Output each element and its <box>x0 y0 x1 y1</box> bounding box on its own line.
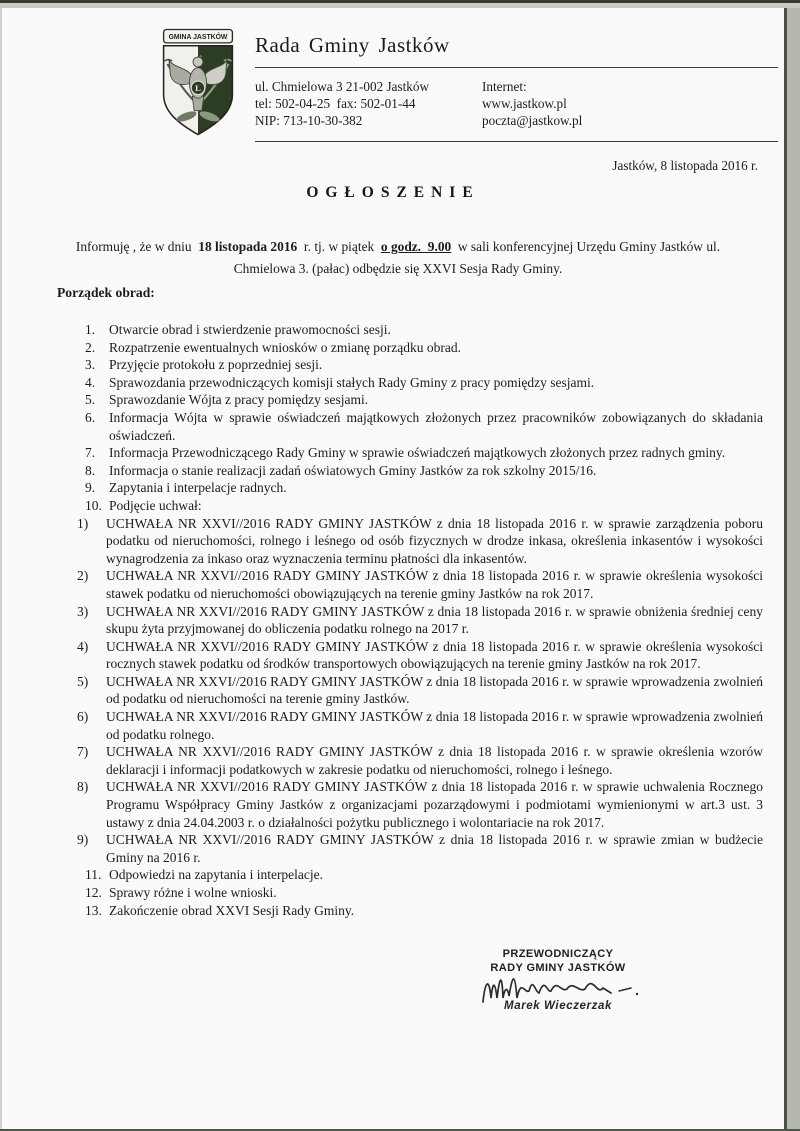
agenda-item <box>85 356 763 374</box>
resolution-item-text: UCHWAŁA NR XXVI//2016 RADY GMINY JASTKÓW z dnia 18 listopada 2016 r. w sprawie zmian w budżecie Gminy na 2016 r. <box>106 832 763 865</box>
resolution-item-text: UCHWAŁA NR XXVI//2016 RADY GMINY JASTKÓW z dnia 18 listopada 2016 r. w sprawie zarządzenia poboru podatku od nieruchomości, rolnego i leśnego od osób fizycznych w drodze inkasa, określenia inkasentów i wysokości wynagrodzenia za inkaso oraz wyznaczenia terminu płatności dla inkasentów. <box>106 515 763 566</box>
agenda-item-number: 7. <box>85 445 96 461</box>
agenda-item-number: 13. <box>85 902 102 918</box>
resolution-item-text: UCHWAŁA NR XXVI//2016 RADY GMINY JASTKÓW z dnia 18 listopada 2016 r. w sprawie wprowadzenia zwolnień od podatku rolnego. <box>106 709 763 742</box>
intro-text: r. tj. w piątek <box>297 239 381 254</box>
agenda-item <box>85 444 763 462</box>
intro-time-bold-underline: o godz. 9.00 <box>380 239 452 254</box>
resolution-item-text: UCHWAŁA NR XXVI//2016 RADY GMINY JASTKÓW z dnia 18 listopada 2016 r. w sprawie uchwalenia Rocznego Programu Współpracy Gminy Jastków z organizacjami pozarządowymi i podmiotami wymienionymi w art.3 ust. 3 ustawy z dnia 24.04.2003 r. o działalności pożytku publicznego i wolontariacie na rok 2017. <box>106 779 763 830</box>
agenda-item <box>85 462 763 480</box>
agenda-item-text: Przyjęcie protokołu z poprzedniej sesji. <box>109 357 323 373</box>
agenda-item-number: 6. <box>85 409 96 425</box>
address-block <box>255 79 482 129</box>
agenda-item-number: 4. <box>85 374 96 390</box>
resolution-item <box>77 708 763 743</box>
agenda-heading: Porządek obrad: <box>57 285 155 300</box>
resolution-item <box>77 831 763 866</box>
agenda-item-text: Otwarcie obrad i stwierdzenie prawomocności sesji. <box>109 322 391 337</box>
agenda-item-number: 1. <box>85 322 96 337</box>
agenda-item <box>85 884 763 902</box>
document-title: OGŁOSZENIE <box>306 184 480 201</box>
resolution-item-number: 7) <box>77 744 89 760</box>
internet-block <box>482 79 778 129</box>
resolution-item <box>77 638 763 673</box>
signatory-title-line2: RADY GMINY JASTKÓW <box>490 961 626 974</box>
agenda-item-number: 3. <box>85 357 96 373</box>
signature-block <box>460 948 656 1012</box>
resolution-item-number: 9) <box>77 832 89 848</box>
agenda-item-text: Sprawy różne i wolne wnioski. <box>109 885 277 900</box>
agenda-item <box>85 902 763 920</box>
resolution-item-number: 5) <box>77 673 89 689</box>
resolution-item-number: 6) <box>77 709 89 725</box>
agenda-item-text: Sprawozdanie Wójta z pracy pomiędzy sesjami. <box>109 392 369 408</box>
agenda-item-number: 9. <box>85 480 96 496</box>
agenda-item <box>85 866 763 884</box>
agenda-item <box>85 374 763 392</box>
signatory-title-line1: PRZEWODNICZĄCY <box>502 948 614 960</box>
intro-paragraph <box>66 236 730 279</box>
resolution-item-text: UCHWAŁA NR XXVI//2016 RADY GMINY JASTKÓW z dnia 18 listopada 2016 r. w sprawie obniżenia średniej ceny skupu żyta przyjmowanej do obliczenia podatku rolnego na 2017 r. <box>106 603 763 637</box>
handwritten-signature <box>473 966 643 1012</box>
agenda-item-text: Podjęcie uchwał: <box>109 497 202 513</box>
signatory-name: Marek Wieczerzak <box>504 1000 612 1012</box>
agenda-item <box>85 339 763 357</box>
agenda-item <box>85 479 763 497</box>
agenda-item-number: 12. <box>85 885 102 900</box>
resolution-item <box>77 743 763 778</box>
resolution-item-text: UCHWAŁA NR XXVI//2016 RADY GMINY JASTKÓW z dnia 18 listopada 2016 r. w sprawie określenia wzorów deklaracji i informacji podatkowych w zakresie podatku od nieruchomości, rolnego i leśnego. <box>106 744 763 777</box>
agenda-item-number: 11. <box>85 867 102 883</box>
scan-edge-top-light <box>0 3 800 8</box>
agenda-item-number: 8. <box>85 462 96 478</box>
resolution-item-number: 2) <box>77 568 89 584</box>
agenda-item-text: Odpowiedzi na zapytania i interpelacje. <box>109 867 324 883</box>
resolution-item-text: UCHWAŁA NR XXVI//2016 RADY GMINY JASTKÓW z dnia 18 listopada 2016 r. w sprawie określenia wysokości stawek podatku od nieruchomości obowiązujących na terenie gminy Jastków na rok 2017. <box>106 568 763 601</box>
scan-edge-right-line <box>784 0 787 1131</box>
internet-label: Internet: <box>482 79 527 94</box>
email-address: poczta@jastkow.pl <box>482 112 583 128</box>
gmina-jastkow-coat-of-arms-icon <box>155 27 241 139</box>
resolution-item <box>77 778 763 831</box>
resolution-item <box>77 603 763 638</box>
agenda-item-text: Sprawozdania przewodniczących komisji stałych Rady Gminy z pracy pomiędzy sesjami. <box>109 374 595 390</box>
resolution-item <box>77 673 763 708</box>
agenda-item-number: 10. <box>85 497 102 513</box>
resolution-item-number: 8) <box>77 779 89 795</box>
svg-text:GMINA JASTKÓW: GMINA JASTKÓW <box>168 34 228 42</box>
letterhead <box>155 27 778 142</box>
agenda-item-text: Zapytania i interpelacje radnych. <box>109 480 287 496</box>
resolution-item-number: 4) <box>77 638 89 654</box>
resolution-item <box>77 515 763 568</box>
website-url: www.jastkow.pl <box>482 95 567 111</box>
agenda-item <box>85 391 763 409</box>
agenda-item-text: Zakończenie obrad XXVI Sesji Rady Gminy. <box>109 902 355 918</box>
intro-text: w sali konferencyjnej Urzędu Gminy Jastków ul. Chmielowa 3. (pałac) odbędzie się XXVI Sesja Rady Gminy. <box>233 239 724 276</box>
resolution-item-text: UCHWAŁA NR XXVI//2016 RADY GMINY JASTKÓW z dnia 18 listopada 2016 r. w sprawie wprowadzenia zwolnień od podatku od nieruchomości na terenie gminy Jastków. <box>106 673 763 707</box>
svg-text:L: L <box>195 83 201 94</box>
agenda-item-text: Informacja Wójta w sprawie oświadczeń majątkowych złożonych przez pracowników zobowiązanych do składania oświadczeń. <box>109 409 763 443</box>
agenda-item-text: Informacja Przewodniczącego Rady Gminy w sprawie oświadczeń majątkowych złożonych przez radnych gminy. <box>109 445 726 461</box>
address-street: ul. Chmielowa 3 21-002 Jastków <box>255 79 429 94</box>
address-nip: NIP: 713-10-30-382 <box>255 112 363 128</box>
agenda-item-text: Rozpatrzenie ewentualnych wniosków o zmianę porządku obrad. <box>109 339 462 355</box>
agenda-item-number: 2. <box>85 339 96 355</box>
header-divider-bottom <box>255 141 778 142</box>
agenda-item <box>85 497 763 515</box>
agenda-item-number: 5. <box>85 392 96 408</box>
intro-date-bold: 18 listopada 2016 <box>198 239 298 254</box>
organization-name: Rada Gminy Jastków <box>255 33 450 57</box>
agenda-item <box>85 409 763 444</box>
scan-edge-left <box>0 0 2 1131</box>
scan-edge-right <box>787 0 800 1131</box>
agenda-item-text: Informacja o stanie realizacji zadań oświatowych Gminy Jastków za rok szkolny 2015/16. <box>109 462 597 478</box>
resolution-item-text: UCHWAŁA NR XXVI//2016 RADY GMINY JASTKÓW z dnia 18 listopada 2016 r. w sprawie określenia wysokości rocznych stawek podatku od środków transportowych obowiązujących na terenie gminy Jastków na rok 2017. <box>106 638 763 672</box>
place-and-date: Jastków, 8 listopada 2016 r. <box>612 158 758 173</box>
resolution-item-number: 1) <box>77 515 89 531</box>
resolution-item-number: 3) <box>77 603 89 619</box>
address-phone-fax: tel: 502-04-25 fax: 502-01-44 <box>255 95 416 111</box>
resolution-item <box>77 567 763 602</box>
agenda-item <box>85 321 763 339</box>
intro-text: Informuję , że w dniu <box>75 239 199 254</box>
agenda-list <box>77 321 763 919</box>
